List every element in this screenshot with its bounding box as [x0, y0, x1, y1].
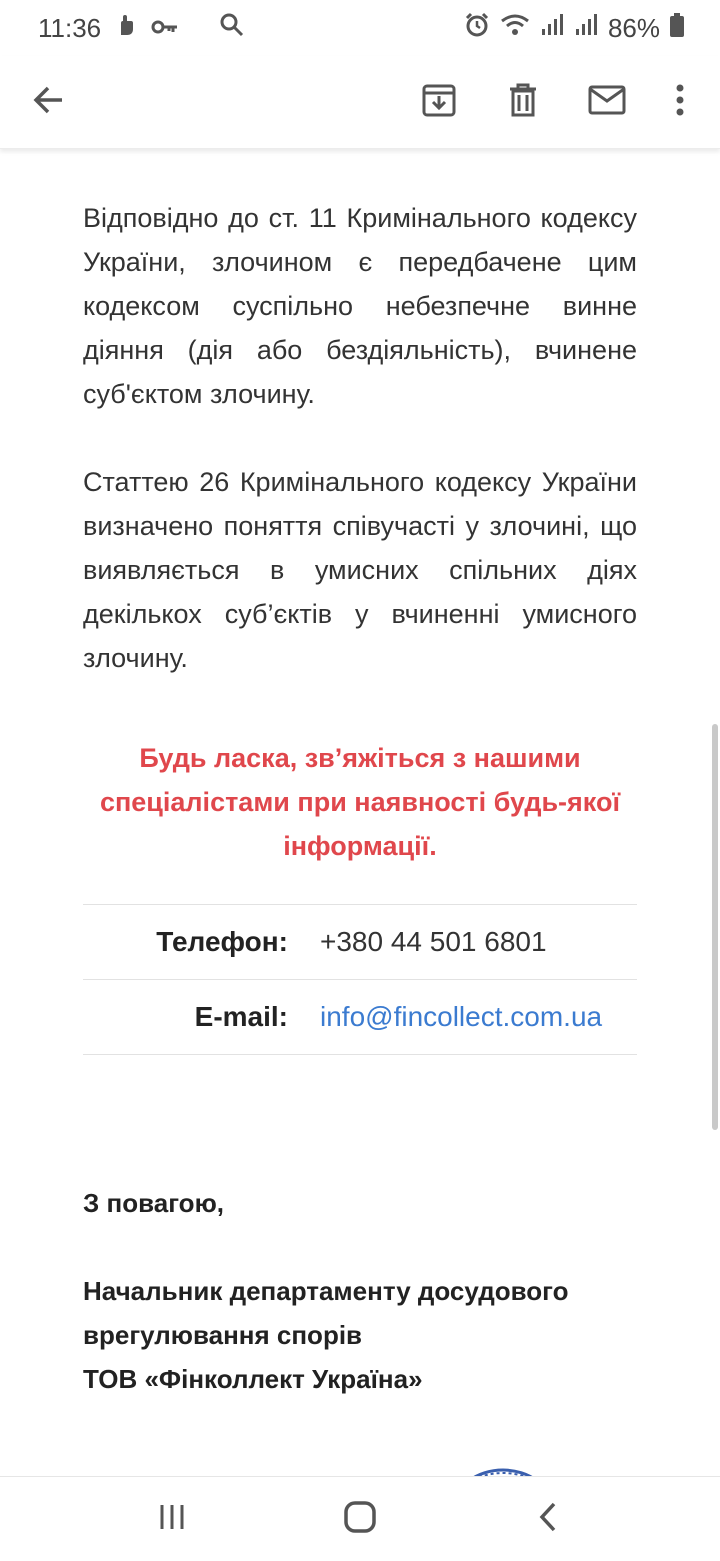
signature-block [83, 1269, 637, 1401]
status-bar [0, 0, 720, 56]
phone-value[interactable]: +380 44 501 6801 [320, 926, 547, 957]
contact-row-email [83, 980, 637, 1055]
delete-icon [508, 83, 538, 122]
archive-icon [422, 83, 456, 122]
delete-button[interactable] [497, 76, 549, 128]
contact-row-phone [83, 905, 637, 980]
home-button[interactable] [330, 1497, 390, 1541]
key-icon [151, 13, 179, 44]
signature-line: врегулювання спорів [83, 1320, 363, 1350]
search-icon [219, 12, 245, 45]
battery-text: 86% [607, 13, 660, 43]
signature-line: ТОВ «Фінколлект Україна» [83, 1364, 423, 1394]
battery-icon [670, 13, 684, 44]
email-label: E-mail: [194, 1001, 288, 1032]
signal-icon [540, 13, 564, 44]
contact-table [83, 904, 637, 1055]
contact-notice: Будь ласка, зв’яжіться з нашими спеціалістами при наявності будь-якої інформації. [99, 743, 621, 861]
nav-back-button[interactable] [518, 1497, 578, 1541]
back-button[interactable] [22, 76, 74, 128]
mail-icon [588, 85, 626, 120]
system-navbar [0, 1476, 720, 1561]
wifi-icon [500, 13, 530, 44]
scrollbar[interactable] [712, 724, 718, 1130]
alarm-icon [464, 12, 490, 45]
signoff: З повагою, [83, 1188, 224, 1218]
back-icon [538, 1502, 558, 1537]
phone-label: Телефон: [156, 926, 288, 957]
more-icon [675, 84, 685, 121]
archive-button[interactable] [413, 76, 465, 128]
mark-unread-button[interactable] [581, 76, 633, 128]
body-paragraph: Статтею 26 Кримінального кодексу України визначено поняття співучасті у злочині, що виявляється в умисних спільних діях декількох суб’єктів у вчиненні умисного злочину. [83, 467, 637, 673]
email-toolbar [0, 56, 720, 149]
hand-icon [115, 13, 137, 44]
status-time: 11:36 [38, 13, 102, 43]
body-paragraph: Відповідно до ст. 11 Кримінального кодексу України, злочином є передбачене цим кодексом суспільно небезпечне винне діяння (дія або бездіяльність), вчинене суб'єктом злочину. [83, 203, 637, 409]
signal-icon [574, 13, 598, 44]
back-arrow-icon [32, 85, 64, 120]
email-link[interactable]: info@fincollect.com.ua [320, 1001, 603, 1032]
recent-apps-button[interactable] [142, 1497, 202, 1541]
signature-line: Начальник департаменту досудового [83, 1276, 569, 1306]
home-icon [344, 1501, 376, 1538]
recent-apps-icon [157, 1503, 187, 1536]
email-body [83, 196, 637, 1401]
more-options-button[interactable] [654, 76, 706, 128]
